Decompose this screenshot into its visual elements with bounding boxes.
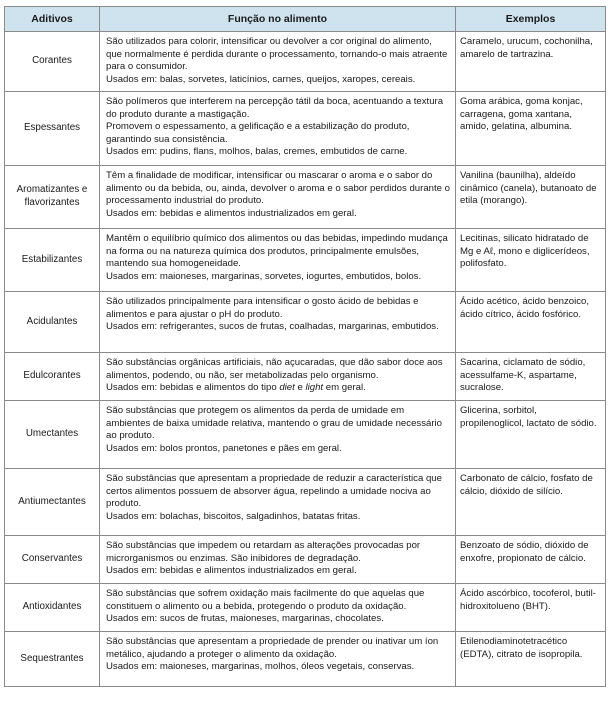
- table-row: [5, 92, 606, 166]
- uses-text: Usados em: pudins, flans, molhos, balas, cremes, embutidos de carne.: [106, 146, 408, 158]
- additives-table: [4, 6, 606, 687]
- function-cell: [100, 469, 456, 536]
- function-text: São polímeros que interferem na percepção tátil da boca, acentuando a textura do produto durante a mastigação.: [106, 96, 444, 120]
- uses-text-part: Usados em: bebidas e alimentos do tipo: [106, 382, 280, 394]
- function-cell: [100, 584, 456, 632]
- examples-cell: Vanilina (baunilha), aldeído cinâmico (canela), butanoato de etila (morango).: [456, 166, 606, 229]
- examples-cell: Benzoato de sódio, dióxido de enxofre, propionato de cálcio.: [456, 536, 606, 584]
- uses-text: Usados em: bebidas e alimentos industrializados em geral.: [106, 207, 357, 219]
- examples-cell: Etilenodiaminotetracético (EDTA), citrato de isopropila.: [456, 632, 606, 687]
- function-text: Mantêm o equilíbrio químico dos alimentos ou das bebidas, impedindo mudança na forma ou na natureza química dos produtos, principalmente emulsões, mantendo sua homogeneidade.: [106, 233, 448, 270]
- table-row: [5, 229, 606, 292]
- function-cell: [100, 536, 456, 584]
- table-row: [5, 166, 606, 229]
- additive-name: Sequestrantes: [5, 632, 100, 687]
- uses-text: Usados em: bolos prontos, panetones e pães em geral.: [106, 442, 342, 454]
- additive-name: Acidulantes: [5, 292, 100, 353]
- additive-name: Antioxidantes: [5, 584, 100, 632]
- additive-name: Espessantes: [5, 92, 100, 166]
- examples-cell: Glicerina, sorbitol, propilenoglicol, lactato de sódio.: [456, 401, 606, 469]
- table-row: [5, 584, 606, 632]
- function-text: Têm a finalidade de modificar, intensificar ou mascarar o aroma e o sabor do alimento ou da bebida, ou, ainda, devolver o aroma e o sabor perdidos durante o processamento industrial do produto.: [106, 170, 451, 207]
- function-text: São substâncias que apresentam a propriedade de prender ou inativar um íon metálico, ajudando a proteger o alimento da oxidação.: [106, 636, 439, 660]
- uses-text-light: light: [305, 382, 324, 394]
- table-row: [5, 401, 606, 469]
- additive-name: Estabilizantes: [5, 229, 100, 292]
- table-row: [5, 536, 606, 584]
- table-row: [5, 469, 606, 536]
- header-exemplos: Exemplos: [456, 7, 606, 32]
- function-text: São utilizados para colorir, intensificar ou devolver a cor original do alimento, que normalmente é perdida durante o processamento, tornando-o mais atraente para o consumidor.: [106, 36, 448, 73]
- additive-name: Edulcorantes: [5, 353, 100, 401]
- table-row: [5, 32, 606, 92]
- examples-cell: Ácido acético, ácido benzoico, ácido cítrico, ácido fosfórico.: [456, 292, 606, 353]
- function-cell: [100, 292, 456, 353]
- uses-text: Usados em: maioneses, margarinas, sorvetes, iogurtes, embutidos, bolos.: [106, 270, 422, 282]
- function-text-2: Promovem o espessamento, a gelificação e a estabilização do produto, garantindo sua consistência.: [106, 121, 410, 145]
- examples-cell: Lecitinas, silicato hidratado de Mg e Aℓ, mono e diglicerídeos, polifosfato.: [456, 229, 606, 292]
- header-funcao: Função no alimento: [100, 7, 456, 32]
- examples-cell: Sacarina, ciclamato de sódio, acessulfame-K, aspartame, sucralose.: [456, 353, 606, 401]
- uses-text: Usados em: bolachas, biscoitos, salgadinhos, batatas fritas.: [106, 510, 361, 522]
- function-cell: [100, 401, 456, 469]
- uses-text: Usados em: balas, sorvetes, laticínios, carnes, queijos, xaropes, cereais.: [106, 73, 416, 85]
- function-text: São substâncias que sofrem oxidação mais facilmente do que aquelas que constituem o alimento ou a bebida, protegendo o produto da oxidação.: [106, 588, 425, 612]
- examples-cell: Goma arábica, goma konjac, carragena, goma xantana, amido, gelatina, albumina.: [456, 92, 606, 166]
- function-cell: [100, 353, 456, 401]
- header-row: [5, 7, 606, 32]
- function-text: São utilizados principalmente para intensificar o gosto ácido de bebidas e alimentos e para ajustar o pH do produto.: [106, 296, 419, 320]
- table-row: [5, 353, 606, 401]
- function-cell: [100, 166, 456, 229]
- additive-name: Antiumectantes: [5, 469, 100, 536]
- uses-text: Usados em: sucos de frutas, maioneses, margarinas, chocolates.: [106, 613, 384, 625]
- uses-text: Usados em: bebidas e alimentos industrializados em geral.: [106, 565, 357, 577]
- function-text: São substâncias que protegem os alimentos da perda de umidade em ambientes de baixa umidade relativa, mantendo o grau de umidade necessário ao produto.: [106, 405, 442, 442]
- function-cell: [100, 632, 456, 687]
- function-text: São substâncias que impedem ou retardam as alterações provocadas por microrganismos ou enzimas. São inibidores de degradação.: [106, 540, 421, 564]
- function-text: São substâncias que apresentam a propriedade de reduzir a característica que certos alimentos possuem de absorver água, repelindo a umidade nociva ao produto.: [106, 473, 442, 510]
- function-cell: [100, 92, 456, 166]
- uses-text: [106, 382, 450, 395]
- header-aditivos: Aditivos: [5, 7, 100, 32]
- function-cell: [100, 229, 456, 292]
- additive-name: Umectantes: [5, 401, 100, 469]
- examples-cell: Caramelo, urucum, cochonilha, amarelo de tartrazina.: [456, 32, 606, 92]
- examples-cell: Ácido ascórbico, tocoferol, butil-hidroxitolueno (BHT).: [456, 584, 606, 632]
- uses-text: Usados em: maioneses, margarinas, molhos, óleos vegetais, conservas.: [106, 661, 415, 673]
- table-row: [5, 632, 606, 687]
- uses-text-part: em geral.: [323, 382, 366, 394]
- function-text: São substâncias orgânicas artificiais, não açucaradas, que dão sabor doce aos alimentos, podendo, ou não, ser metabolizadas pelo organismo.: [106, 357, 443, 381]
- uses-text-part: e: [294, 382, 306, 394]
- additive-name: Conservantes: [5, 536, 100, 584]
- uses-text-diet: diet: [279, 382, 295, 394]
- additive-name: Corantes: [5, 32, 100, 92]
- table-row: [5, 292, 606, 353]
- examples-cell: Carbonato de cálcio, fosfato de cálcio, dióxido de silício.: [456, 469, 606, 536]
- additive-name: Aromatizantes e flavorizantes: [5, 166, 100, 229]
- function-cell: [100, 32, 456, 92]
- uses-text: Usados em: refrigerantes, sucos de frutas, coalhadas, margarinas, embutidos.: [106, 321, 439, 333]
